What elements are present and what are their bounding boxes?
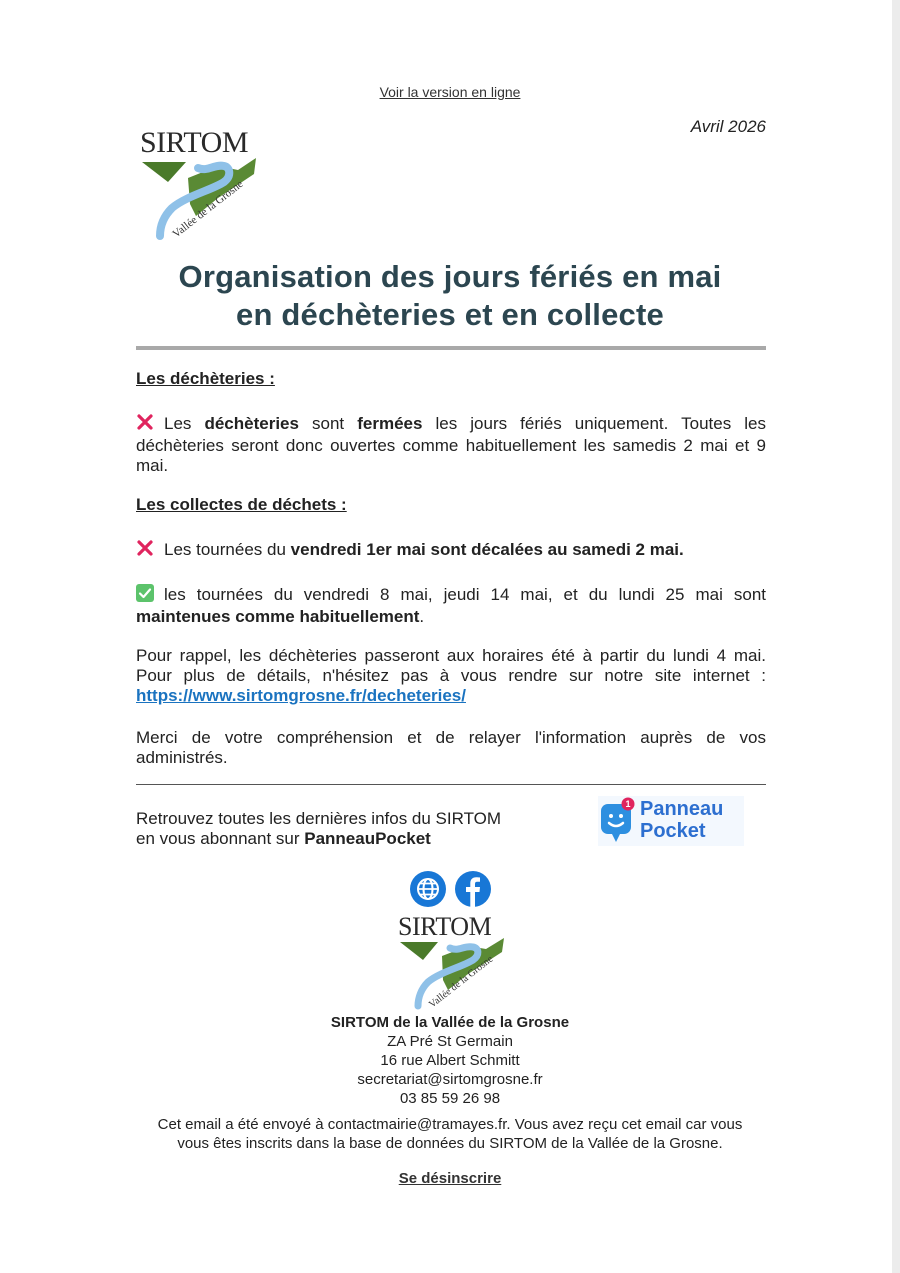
merci-paragraph: Merci de votre compréhension et de relayer l'information auprès de vos administrés. [136, 728, 766, 767]
check-mark-icon [136, 584, 158, 607]
collectes-item-1-text: Les tournées du [164, 540, 291, 559]
section-divider [136, 784, 766, 785]
panneau-line-2: en vous abonnant sur [136, 829, 305, 848]
collectes-item-2 [136, 584, 766, 627]
globe-icon[interactable] [410, 871, 446, 907]
decheteries-paragraph [136, 413, 766, 476]
collectes-heading: Les collectes de déchets : [136, 495, 347, 514]
panneau-line-1: Retrouvez toutes les dernières infos du SIRTOM [136, 809, 502, 828]
footer-address-2: 16 rue Albert Schmitt [380, 1052, 520, 1069]
view-online-link[interactable]: Voir la version en ligne [379, 84, 521, 100]
cross-mark-icon [136, 539, 158, 562]
panneau-bold: PanneauPocket [304, 829, 431, 848]
footer-email[interactable]: secretariat@sirtomgrosne.fr [357, 1071, 543, 1088]
rappel-text: Pour rappel, les déchèteries passeront aux horaires été à partir du lundi 4 mai. Pour plus de détails, n'hésitez pas à vous rendre sur notre site internet : [136, 646, 766, 685]
logo-subtitle: Vallée de la Grosne [170, 178, 246, 241]
logo-graphic [138, 126, 268, 242]
title-line-1: Organisation des jours fériés en mai [178, 259, 722, 294]
panneaupocket-logo[interactable] [598, 796, 744, 846]
panneau-logo-text-2: Pocket [640, 820, 706, 842]
footer-notice-1: Cet email a été envoyé à contactmairie@tramayes.fr. Vous avez reçu cet email car vous [157, 1116, 743, 1133]
sirtom-footer-logo [396, 912, 516, 1012]
collectes-item-1-bold: vendredi 1er mai sont décalées au samedi 2 mai. [290, 540, 684, 559]
decheteries-heading: Les déchèteries : [136, 369, 275, 388]
decheteries-bold-2: fermées [357, 414, 423, 433]
collectes-item-1 [136, 539, 766, 562]
collectes-item-2-end: . [419, 607, 425, 626]
footer-logo-graphic [396, 912, 516, 1012]
unsubscribe-link[interactable]: Se désinscrire [398, 1170, 502, 1187]
footer-phone: 03 85 59 26 98 [399, 1090, 501, 1107]
panneau-text [136, 809, 556, 849]
page-title [0, 258, 900, 334]
footer-logo-text: SIRTOM [398, 912, 492, 941]
decheteries-bold-1: déchèteries [204, 414, 299, 433]
cross-mark-icon [136, 413, 158, 436]
panneau-logo-text-1: Panneau [640, 798, 724, 820]
decheteries-text-2: sont [298, 414, 358, 433]
collectes-item-2-bold: maintenues comme habituellement [136, 607, 420, 626]
decheteries-text-1: Les [164, 414, 205, 433]
footer-address [0, 1013, 900, 1108]
decheteries-text-3: les jours fériés uniquement. Toutes les déchèteries seront donc ouvertes comme habituellement les samedis 2 mai et 9 mai. [136, 414, 766, 475]
footer-address-1: ZA Pré St Germain [387, 1033, 513, 1050]
footer-notice [0, 1115, 900, 1153]
logo-text: SIRTOM [140, 126, 249, 159]
panneaupocket-app-icon [598, 796, 638, 846]
sirtom-logo [138, 126, 268, 242]
decheteries-website-link[interactable]: https://www.sirtomgrosne.fr/decheteries/ [136, 686, 466, 705]
footer-notice-2: vous êtes inscrits dans la base de données du SIRTOM de la Vallée de la Grosne. [177, 1135, 723, 1152]
issue-date: Avril 2026 [690, 117, 766, 136]
facebook-icon[interactable] [455, 871, 491, 907]
panneau-badge: 1 [625, 799, 631, 809]
collectes-item-2-text: les tournées du vendredi 8 mai, jeudi 14 mai, et du lundi 25 mai sont [164, 585, 766, 604]
footer-org-name: SIRTOM de la Vallée de la Grosne [330, 1014, 570, 1031]
footer-logo-subtitle: Vallée de la Grosne [427, 953, 496, 1011]
rappel-paragraph [136, 646, 766, 706]
title-line-2: en déchèteries et en collecte [236, 297, 664, 332]
title-divider [136, 346, 766, 350]
